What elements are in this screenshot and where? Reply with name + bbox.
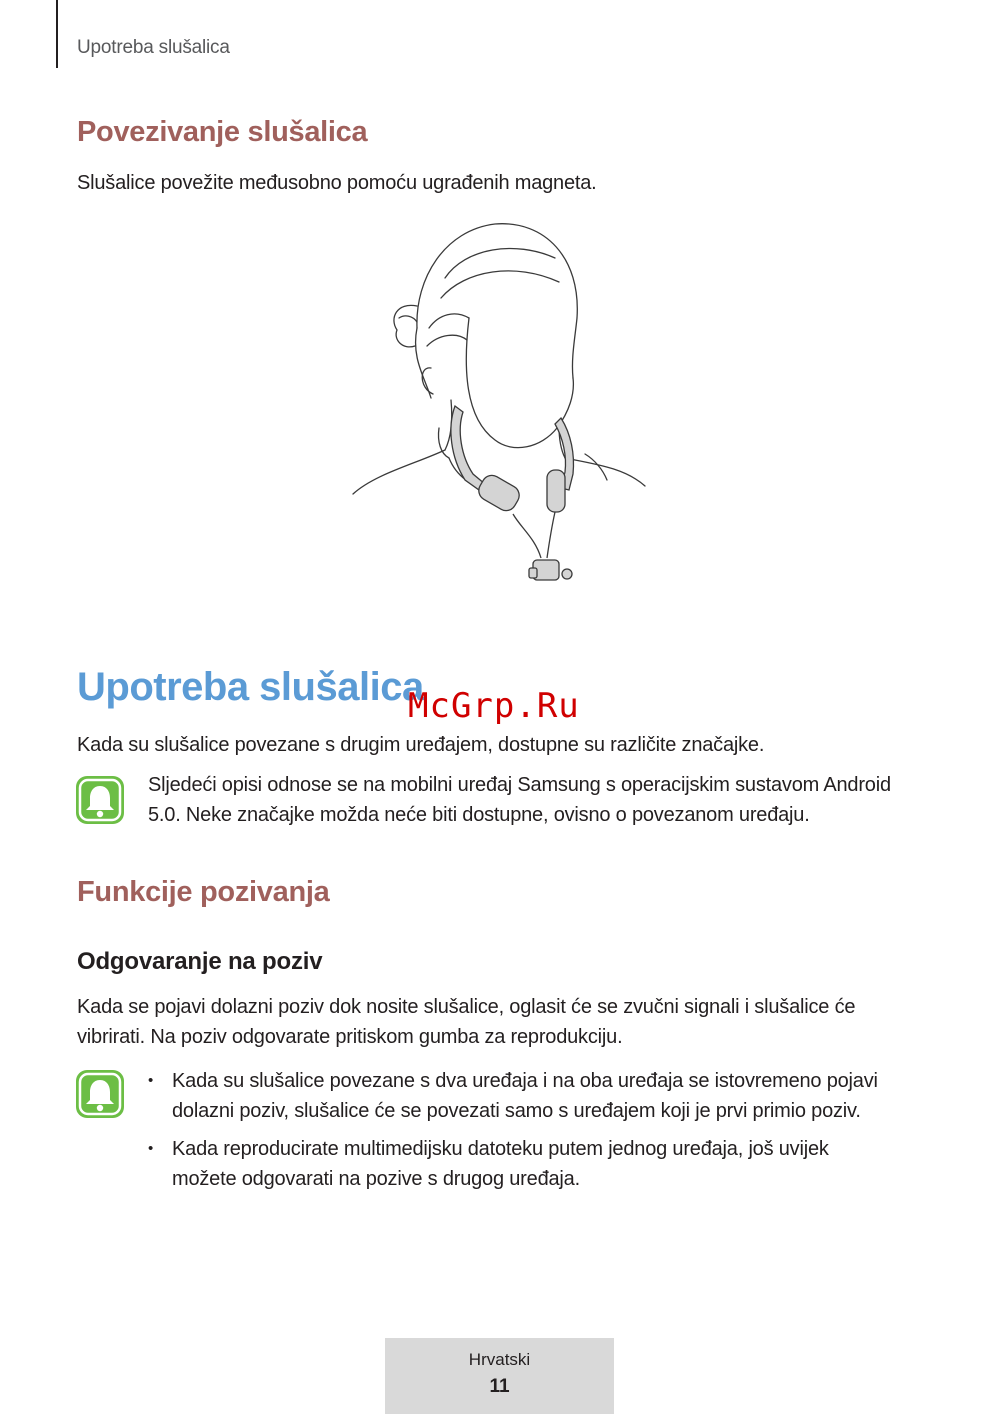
bullet-line: • Kada reproducirate multimedijsku datoteku putem jednog uređaja, još uvijek — [172, 1138, 829, 1160]
note-line: Sljedeći opisi odnose se na mobilni uređaj Samsung s operacijskim sustavom Android — [148, 774, 891, 796]
section-heading-calls: Funkcije pozivanja — [77, 876, 330, 908]
subsection-heading-answering: Odgovaranje na poziv — [77, 948, 323, 975]
bullet-line: možete odgovarati na pozive s drugog uređaja. — [172, 1168, 580, 1190]
note-bullet-list — [148, 1066, 938, 1202]
bullet-item — [148, 1134, 938, 1194]
notification-bell-icon — [74, 1068, 126, 1120]
body-line: vibrirati. Na poziv odgovarate pritiskom gumba za reprodukciju. — [77, 1026, 623, 1048]
page-number: 11 — [489, 1376, 510, 1397]
note-line: 5.0. Neke značajke možda neće biti dostupne, ovisno o povezanom uređaju. — [148, 804, 810, 826]
section-heading-connecting: Povezivanje slušalica — [77, 116, 368, 148]
section-body-answering — [77, 992, 855, 1052]
footer-language: Hrvatski — [468, 1350, 531, 1369]
header-rule — [56, 0, 58, 68]
watermark: McGrp.Ru — [408, 686, 580, 726]
page-footer — [385, 1338, 614, 1414]
body-line: Kada se pojavi dolazni poziv dok nosite slušalice, oglasit će se zvučni signali i slušalice će — [77, 996, 856, 1018]
headset-wearing-illustration — [345, 218, 665, 596]
bullet-item — [148, 1066, 938, 1126]
running-header: Upotreba slušalica — [77, 37, 230, 58]
section-body-connecting: Slušalice povežite međusobno pomoću ugrađenih magneta. — [77, 172, 597, 194]
bullet-line: dolazni poziv, slušalice će se povezati samo s uređajem koji je prvi primio poziv. — [172, 1100, 861, 1122]
note-android-version — [148, 770, 938, 830]
chapter-intro: Kada su slušalice povezane s drugim uređajem, dostupne su različite značajke. — [77, 734, 765, 756]
chapter-title: Upotreba slušalica — [77, 665, 424, 709]
bullet-line: • Kada su slušalice povezane s dva uređaja i na oba uređaja se istovremeno pojavi — [172, 1070, 878, 1092]
notification-bell-icon — [74, 774, 126, 826]
